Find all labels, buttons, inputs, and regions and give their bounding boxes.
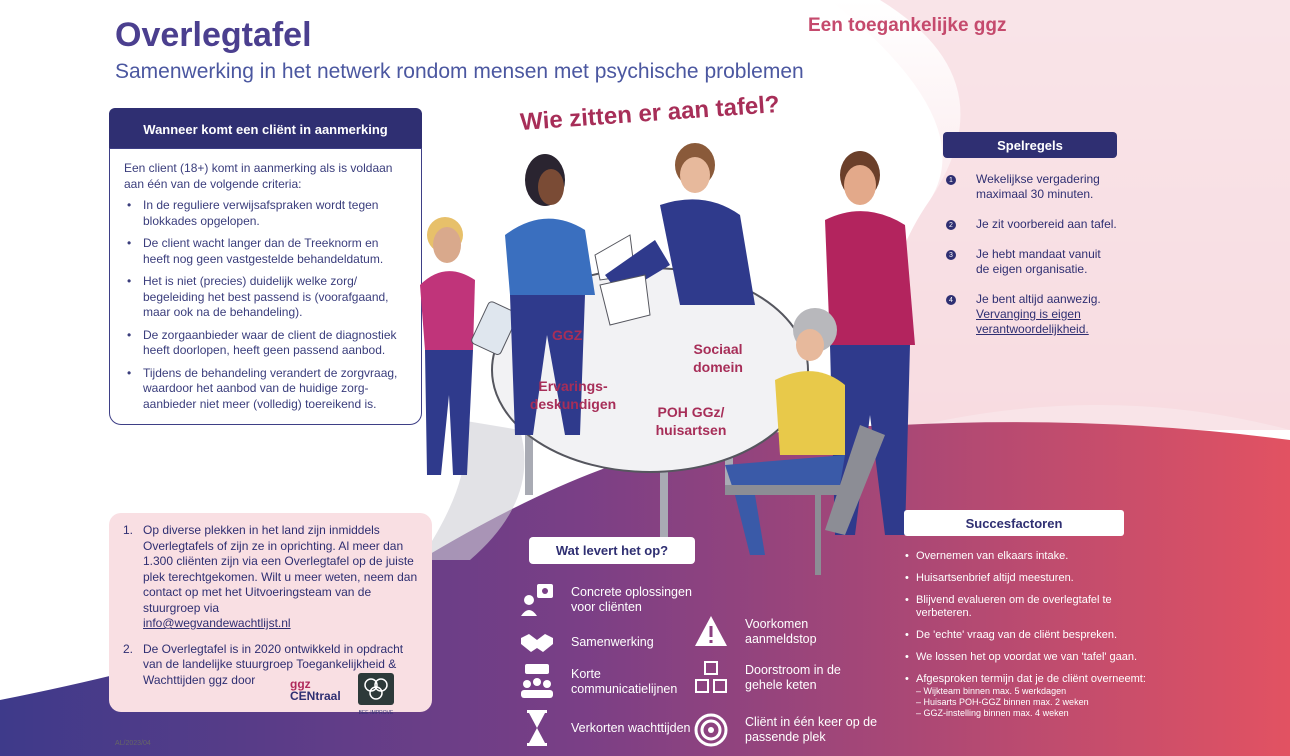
succes-subitem: – Wijkteam binnen max. 5 werkdagen xyxy=(916,686,1165,697)
succes-item: • Huisartsenbrief altijd meesturen. xyxy=(905,572,1165,585)
spelregel-item xyxy=(946,247,1146,277)
benefits-heading: Wat levert het op? xyxy=(529,537,695,564)
criteria-item: • De zorgaanbieder waar de client de diagnostiek heeft doorlopen, heeft geen passend aanbod. xyxy=(124,328,407,359)
criteria-box xyxy=(109,148,422,425)
succes-subitem: – GGZ-instelling binnen max. 4 weken xyxy=(916,708,1165,719)
benefit-item xyxy=(519,710,699,746)
spelregel-item xyxy=(946,217,1146,232)
spelregel-number: 4 xyxy=(946,295,956,305)
spelregel-item xyxy=(946,292,1146,337)
logo-centraal-text: CENtraal xyxy=(290,689,341,703)
theme-tag: Een toegankelijke ggz xyxy=(808,15,1007,36)
spelregel-line: de eigen organisatie. xyxy=(976,262,1088,276)
group-chat-icon xyxy=(519,664,555,700)
benefit-item xyxy=(519,664,699,700)
target-icon xyxy=(693,712,729,748)
spelregel-line: Wekelijkse vergadering xyxy=(976,172,1100,186)
spelregel-line: Vervanging is eigen verantwoordelijkheid. xyxy=(976,307,1089,336)
info-item xyxy=(123,523,420,632)
spelregel-line: Je bent altijd aanwezig. xyxy=(976,292,1101,306)
info-text: Op diverse plekken in het land zijn inmiddels Overlegtafels of zijn ze in oprichting. Al meer dan 1.300 cliënten zijn via een Overlegtafel op de juiste plek terechtgekomen. Wilt u meer weten, neem dan contact op met het Uitvoeringsteam van de stuurgroep via xyxy=(143,523,418,615)
benefit-item xyxy=(693,660,873,696)
benefit-item xyxy=(519,624,699,660)
succes-item: • Overnemen van elkaars intake. xyxy=(905,550,1165,563)
succes-item: • Blijvend evalueren om de overlegtafel te verbeteren. xyxy=(905,594,1165,620)
spelregel-number: 3 xyxy=(946,250,956,260)
criteria-heading: Wanneer komt een cliënt in aanmerking xyxy=(109,108,422,150)
ggz-centraal-logo xyxy=(290,678,341,702)
benefit-item xyxy=(693,712,893,748)
info-number: 2. xyxy=(123,641,134,656)
info-number: 1. xyxy=(123,523,134,537)
spelregel-line: Je zit voorbereid aan tafel. xyxy=(976,217,1117,231)
bee-logo-text: BEE-IMPROVE xyxy=(358,710,394,716)
table-label-poh: POH GGz/ huisartsen xyxy=(655,404,727,438)
footnote: AL/2023/04 xyxy=(115,740,151,747)
succes-item: • De 'echte' vraag van de cliënt bespreken. xyxy=(905,629,1165,642)
boxes-icon xyxy=(693,660,729,696)
succes-subitem: – Huisarts POH-GGZ binnen max. 2 weken xyxy=(916,697,1165,708)
spelregel-item xyxy=(946,172,1146,202)
spelregels-list xyxy=(946,172,1146,352)
succes-item: • We lossen het op voordat we van 'tafel' gaan. xyxy=(905,651,1165,664)
warning-icon xyxy=(693,614,729,650)
benefit-text: Doorstroom in de gehele keten xyxy=(745,663,841,692)
page-title: Overlegtafel xyxy=(115,16,312,54)
benefit-text: Voorkomen aanmeldstop xyxy=(745,617,817,646)
hourglass-icon xyxy=(519,710,555,746)
benefit-text: Cliënt in één keer op de passende plek xyxy=(745,715,878,744)
spelregels-heading: Spelregels xyxy=(943,132,1117,158)
benefit-item xyxy=(519,582,699,618)
bee-improve-icon xyxy=(356,673,396,705)
succes-item xyxy=(905,673,1165,719)
succes-sublist xyxy=(916,686,1165,719)
criteria-item: • Het is niet (precies) duidelijk welke zorg/ begeleiding het best passend is (voorafgaand, maar ook na de behandeling). xyxy=(124,274,407,321)
contact-email-link[interactable]: info@wegvandewachtlijst.nl xyxy=(143,616,291,630)
spelregel-line: maximaal 30 minuten. xyxy=(976,187,1094,201)
criteria-item: • De client wacht langer dan de Treeknorm en heeft nog geen vastgestelde behandeldatum. xyxy=(124,236,407,267)
idea-person-icon xyxy=(519,582,555,618)
succes-list xyxy=(905,550,1165,728)
succes-item-text: • Afgesproken termijn dat je de cliënt overneemt: xyxy=(916,673,1146,685)
table-label-ggz: GGZ xyxy=(552,327,583,343)
benefit-text: Korte communicatielijnen xyxy=(571,667,678,696)
table-heading: Wie zitten er aan tafel? xyxy=(519,90,781,137)
criteria-intro: Een client (18+) komt in aanmerking als is voldaan aan één van de volgende criteria: xyxy=(124,161,393,191)
bee-improve-logo xyxy=(356,673,396,716)
succes-heading: Succesfactoren xyxy=(904,510,1124,536)
benefit-text: Verkorten wachttijden xyxy=(571,720,691,735)
page-subtitle: Samenwerking in het netwerk rondom mensen met psychische problemen xyxy=(115,60,804,83)
benefit-text: Samenwerking xyxy=(571,634,654,649)
spelregel-number: 1 xyxy=(946,175,956,185)
logo-ggz-text: ggz xyxy=(290,677,311,691)
criteria-item: • Tijdens de behandeling verandert de zorgvraag, waardoor het aanbod van de huidige zorg-aanbieder niet meer (volledig) toereikend is. xyxy=(124,366,407,413)
table-label-sociaal: Sociaal domein xyxy=(693,341,743,375)
criteria-item: • In de reguliere verwijsafspraken wordt tegen blokkades opgelopen. xyxy=(124,198,407,229)
benefit-item xyxy=(693,614,873,650)
table-label-ervaring: Ervarings-deskundigen xyxy=(529,378,617,412)
meeting-illustration xyxy=(405,135,925,575)
spelregel-line: Je hebt mandaat vanuit xyxy=(976,247,1101,261)
criteria-list xyxy=(124,198,407,412)
spelregel-number: 2 xyxy=(946,220,956,230)
handshake-icon xyxy=(519,624,555,660)
benefit-text: Concrete oplossingen voor cliënten xyxy=(571,585,692,614)
info-text: De Overlegtafel is in 2020 ontwikkeld in opdracht van de landelijke stuurgroep Toegankelijkheid & Wachttijden ggz door xyxy=(143,641,404,687)
